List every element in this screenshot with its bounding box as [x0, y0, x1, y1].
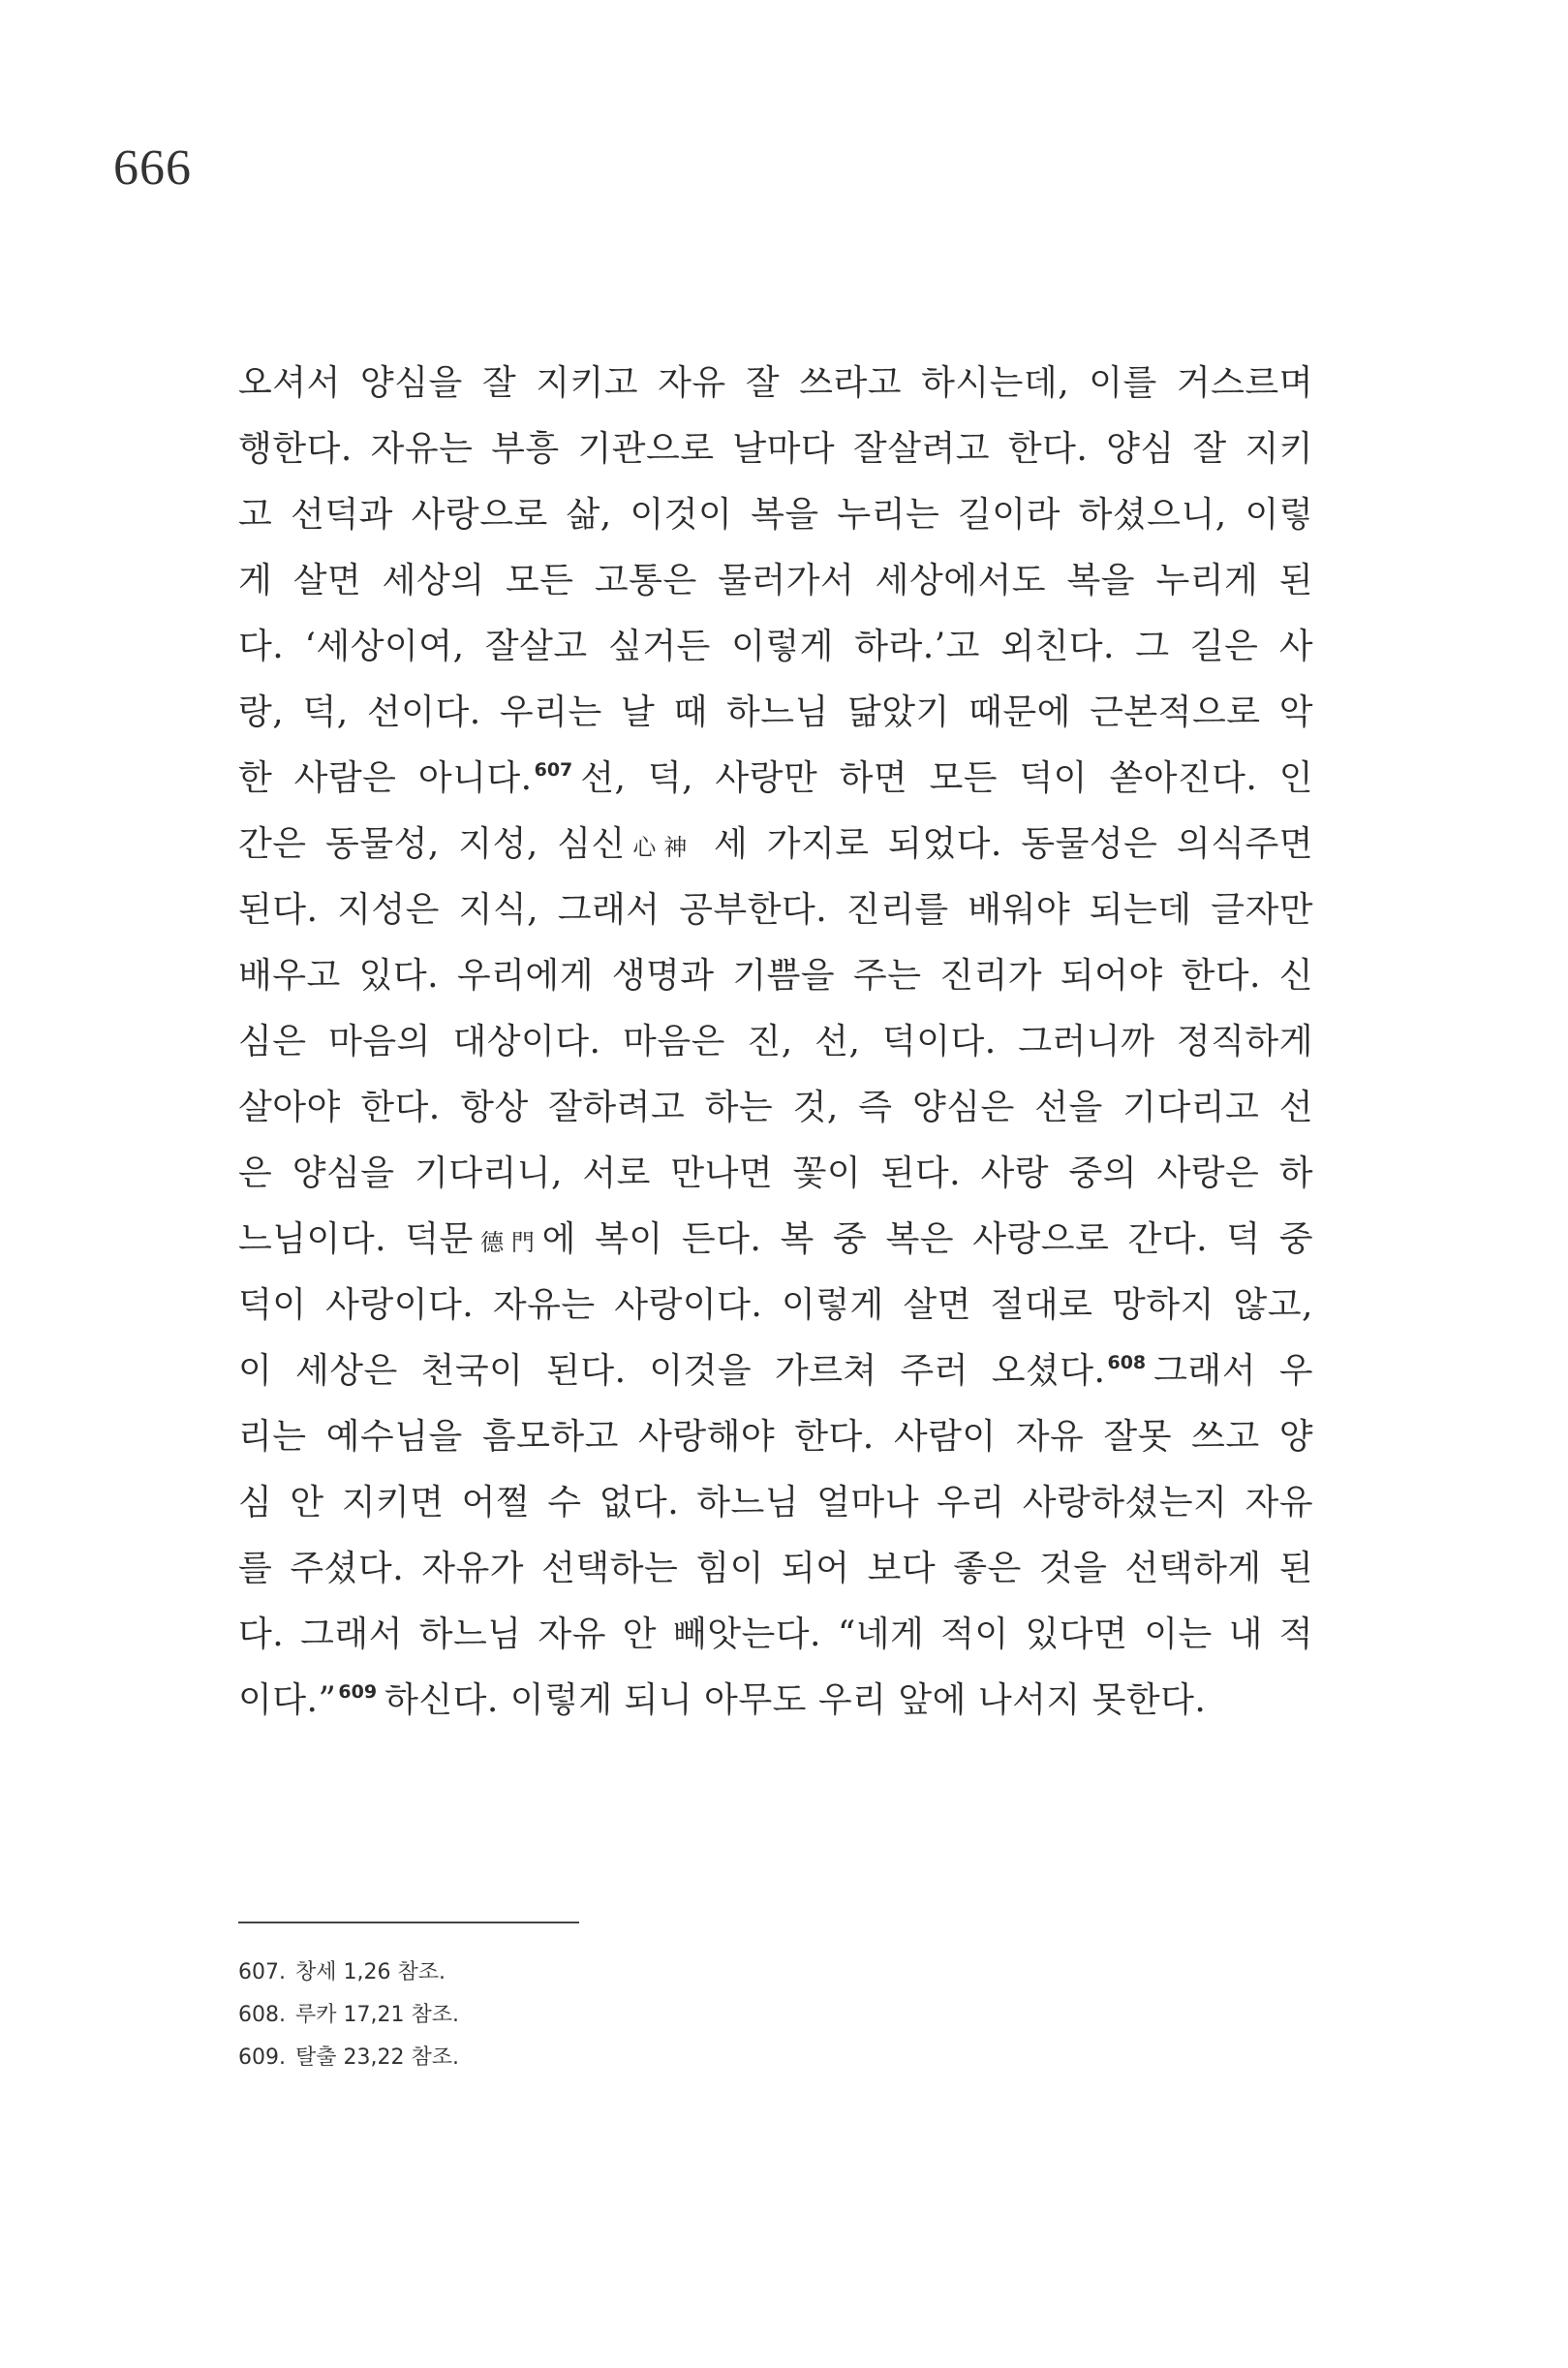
body-line: 심 안 지키면 어쩔 수 없다. 하느님 얼마나 우리 사랑하셨는지 자유	[238, 1483, 1313, 1522]
body-line: 고 선덕과 사랑으로 삶, 이것이 복을 누리는 길이라 하셨으니, 이렇	[238, 495, 1313, 535]
body-text-segment: 이다.”	[238, 1680, 337, 1720]
body-text	[238, 351, 1313, 1734]
body-text-segment: 에 복이 든다. 복 중 복은 사랑으로 간다. 덕 중	[541, 1219, 1313, 1259]
body-line	[238, 812, 1313, 877]
body-line	[238, 1668, 1313, 1734]
body-line	[238, 1207, 1313, 1273]
body-line: 랑, 덕, 선이다. 우리는 날 때 하느님 닮았기 때문에 근본적으로 악	[238, 692, 1313, 732]
footnote-number: 608.	[238, 2003, 286, 2027]
footnote-text: 루카 17,21 참조.	[294, 2003, 459, 2027]
body-line: 행한다. 자유는 부흥 기관으로 날마다 잘살려고 한다. 양심 잘 지키	[238, 429, 1313, 469]
body-text-segment: 느님이다. 덕문	[238, 1219, 474, 1259]
body-line: 된다. 지성은 지식, 그래서 공부한다. 진리를 배워야 되는데 글자만	[238, 890, 1313, 930]
body-line: 덕이 사랑이다. 자유는 사랑이다. 이렇게 살면 절대로 망하지 않고,	[238, 1285, 1313, 1325]
body-line: 은 양심을 기다리니, 서로 만나면 꽃이 된다. 사랑 중의 사랑은 하	[238, 1153, 1313, 1193]
body-line: 다. 그래서 하느님 자유 안 빼앗는다. “네게 적이 있다면 이는 내 적	[238, 1615, 1313, 1654]
body-text-segment: 하신다. 이렇게 되니 아무도 우리 앞에 나서지 못한다.	[384, 1680, 1207, 1720]
body-line	[238, 746, 1313, 812]
body-line: 배우고 있다. 우리에게 생명과 기쁨을 주는 진리가 되어야 한다. 신	[238, 956, 1313, 996]
body-text-segment: 선, 덕, 사랑만 하면 모든 덕이 쏟아진다. 인	[580, 758, 1313, 798]
body-line: 리는 예수님을 흠모하고 사랑해야 한다. 사람이 자유 잘못 쓰고 양	[238, 1417, 1313, 1457]
body-text-segment: 그래서 우	[1153, 1351, 1313, 1391]
body-text-segment: 한 사람은 아니다.	[238, 758, 533, 798]
body-line: 심은 마음의 대상이다. 마음은 진, 선, 덕이다. 그러니까 정직하게	[238, 1022, 1313, 1061]
body-line: 를 주셨다. 자유가 선택하는 힘이 되어 보다 좋은 것을 선택하게 된	[238, 1549, 1313, 1588]
page-number: 666	[113, 140, 192, 196]
footnote-divider	[238, 1922, 579, 1923]
footnote-marker[interactable]: 607	[534, 759, 573, 781]
hanja-annotation: 心神	[625, 834, 695, 861]
body-line: 게 살면 세상의 모든 고통은 물러가서 세상에서도 복을 누리게 된	[238, 561, 1313, 600]
footnote-number: 609.	[238, 2045, 286, 2070]
footnote	[238, 1994, 459, 2037]
hanja-annotation: 德門	[473, 1229, 542, 1256]
footnote-text: 창세 1,26 참조.	[294, 1960, 446, 1984]
footnote-list	[238, 1952, 459, 2079]
body-line	[238, 1338, 1313, 1404]
footnote	[238, 2037, 459, 2079]
footnote-marker[interactable]: 609	[338, 1681, 378, 1703]
footnote-number: 607.	[238, 1960, 286, 1984]
footnote	[238, 1952, 459, 1994]
footnote-text: 탈출 23,22 참조.	[294, 2045, 459, 2070]
body-line: 살아야 한다. 항상 잘하려고 하는 것, 즉 양심은 선을 기다리고 선	[238, 1088, 1313, 1127]
body-text-segment: 이 세상은 천국이 된다. 이것을 가르쳐 주러 오셨다.	[238, 1351, 1106, 1391]
body-line: 다. ‘세상이여, 잘살고 싶거든 이렇게 하라.’고 외친다. 그 길은 사	[238, 627, 1313, 666]
footnote-marker[interactable]: 608	[1107, 1352, 1147, 1373]
body-line: 오셔서 양심을 잘 지키고 자유 잘 쓰라고 하시는데, 이를 거스르며	[238, 363, 1313, 403]
body-text-segment: 간은 동물성, 지성, 심신	[238, 824, 626, 864]
body-text-segment: 세 가지로 되었다. 동물성은 의식주면	[694, 824, 1314, 864]
